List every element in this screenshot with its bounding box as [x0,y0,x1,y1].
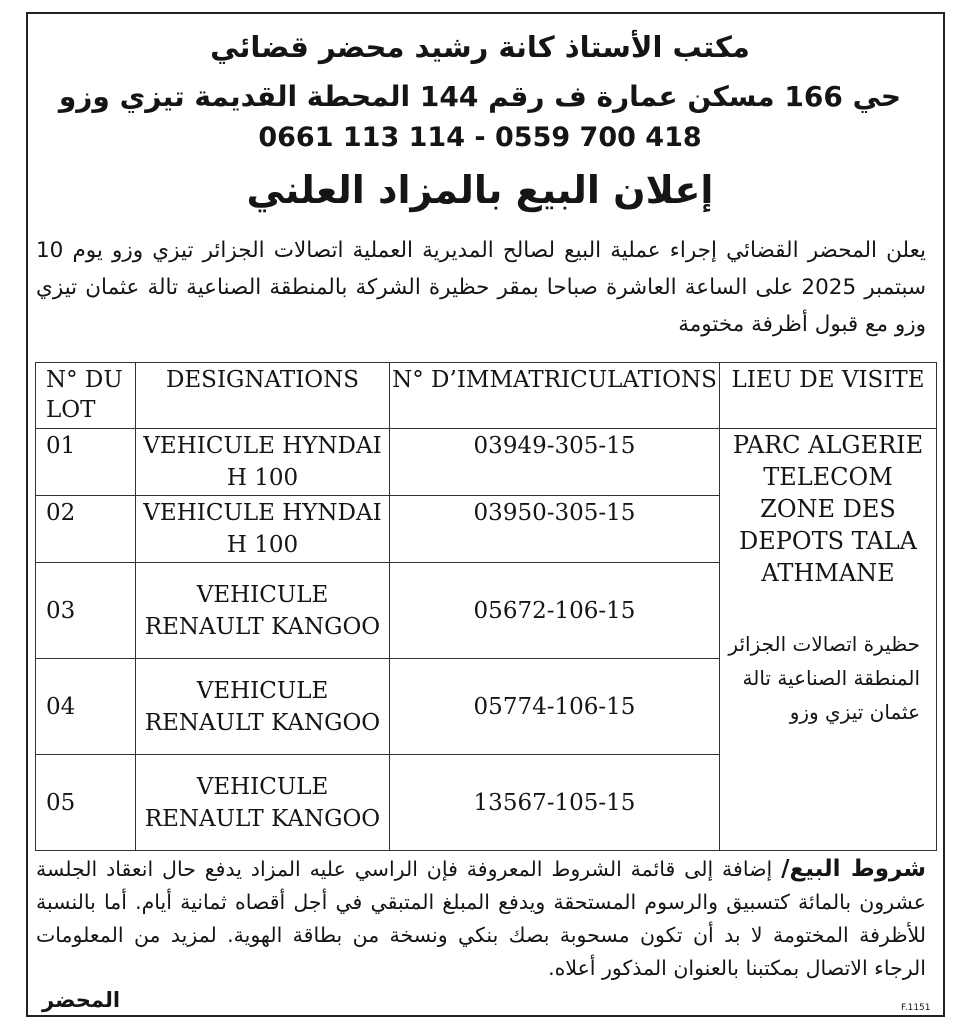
visit-location-fr: PARC ALGERIE TELECOM ZONE DES DEPOTS TALA ATHMANE [732,431,924,587]
immatriculation: 03950-305-15 [390,496,720,563]
office-address: حي 166 مسكن عمارة ف رقم 144 المحطة القديمة تيزي وزو [58,80,902,113]
designation: VEHICULE HYNDAI H 100 [136,496,390,563]
lots-table [35,362,937,851]
header-designation: DESIGNATIONS [136,363,390,429]
designation: VEHICULE RENAULT KANGOO [136,563,390,659]
signature: المحضر [42,988,121,1012]
designation: VEHICULE RENAULT KANGOO [136,659,390,755]
sale-conditions [36,853,926,985]
lot-number: 03 [36,563,136,659]
header-lot: N° DU LOT [36,363,136,429]
lot-number: 05 [36,755,136,851]
lot-number: 02 [36,496,136,563]
immatriculation: 05672-106-15 [390,563,720,659]
visit-location [720,429,937,851]
designation: VEHICULE RENAULT KANGOO [136,755,390,851]
conditions-label: شروط البيع/ [781,856,926,882]
table-header-row [36,363,937,429]
lot-number: 01 [36,429,136,496]
header-immatriculation: N° D’IMMATRICULATIONS [390,363,720,429]
office-phones: 0661 113 114 - 0559 700 418 [258,122,702,153]
reference-code: F.1151 [901,1003,931,1013]
header-lieu: LIEU DE VISITE [720,363,937,429]
table-row [36,429,937,496]
notice-title: إعلان البيع بالمزاد العلني [246,168,714,212]
immatriculation: 05774-106-15 [390,659,720,755]
immatriculation: 13567-105-15 [390,755,720,851]
office-name: مكتب الأستاذ كانة رشيد محضر قضائي [210,30,750,64]
conditions-text: إضافة إلى قائمة الشروط المعروفة فإن الراسي عليه المزاد يدفع حال انعقاد الجلسة عشرون بالمائة كتسبيق والرسوم المستحقة ويدفع المبلغ المتبقي في أجل أقصاه ثمانية أيام. أما بالنسبة للأظرفة المختومة لا بد أن تكون مسحوبة بصك بنكي ونسخة من بطاقة الهوية. لمزيد من المعلومات الرجاء الاتصال بمكتبنا بالعنوان المذكور أعلاه. [36,857,926,980]
intro-paragraph: يعلن المحضر القضائي إجراء عملية البيع لصالح المديرية العملية اتصالات الجزائر تيزي وزو يوم 10 سبتمبر 2025 على الساعة العاشرة صباحا بمقر حظيرة الشركة بالمنطقة الصناعية تالة عثمان تيزي وزو مع قبول أظرفة مختومة [36,238,926,337]
designation: VEHICULE HYNDAI H 100 [136,429,390,496]
visit-location-ar: حظيرة اتصالات الجزائر المنطقة الصناعية تالة عثمان تيزي وزو [728,632,920,724]
immatriculation: 03949-305-15 [390,429,720,496]
lot-number: 04 [36,659,136,755]
